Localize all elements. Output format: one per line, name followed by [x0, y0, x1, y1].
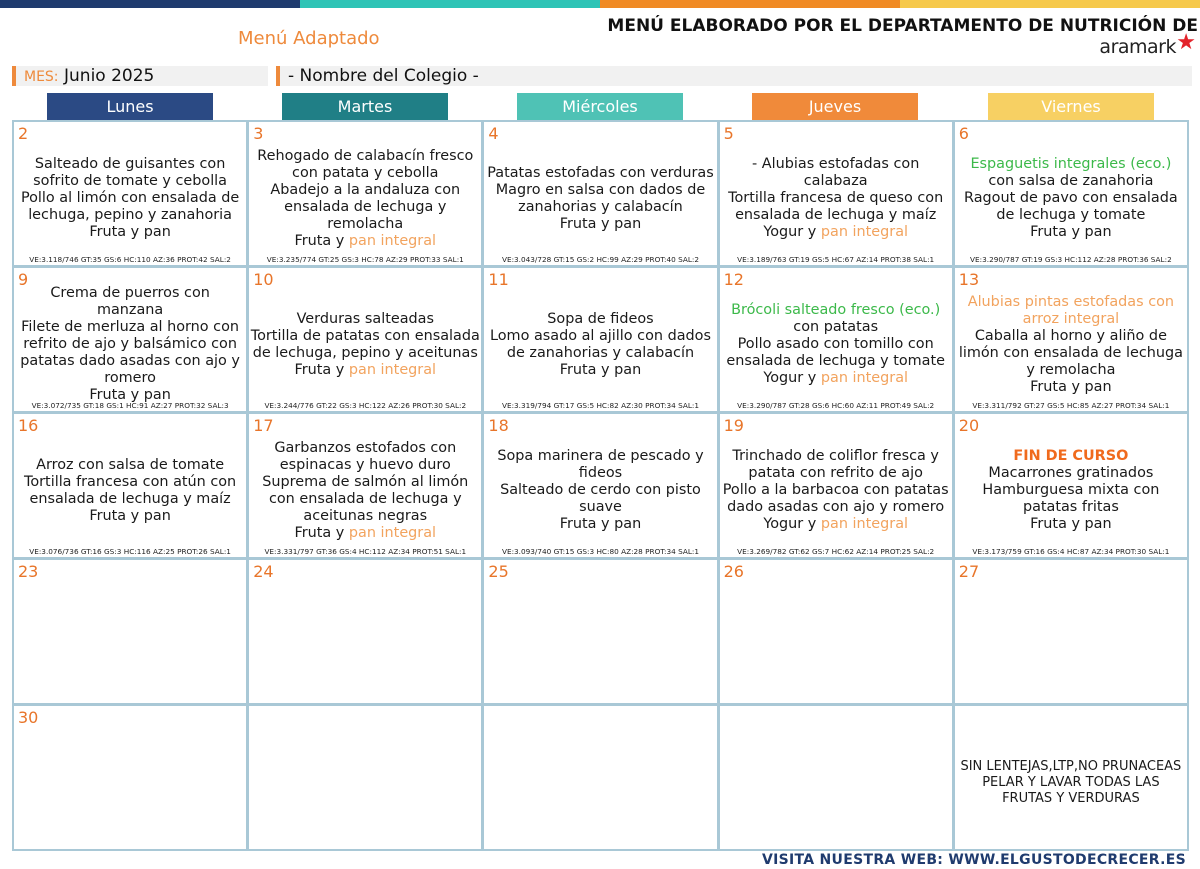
- month-box: [12, 66, 268, 86]
- day-number: 6: [958, 124, 969, 143]
- day-number: 11: [488, 270, 509, 289]
- menu-line: [250, 182, 480, 233]
- menu-text: Fruta y pan: [1030, 516, 1112, 532]
- menu-text: Fruta y pan: [559, 516, 642, 532]
- menu-text: Salteado de guisantes con sofrito de tomate y cebolla: [33, 156, 228, 189]
- menu-text: Magro en salsa con dados de zanahorias y calabacín: [495, 181, 706, 215]
- menu-text: Pollo al limón con ensalada de lechuga, pepino y zanahoria: [20, 190, 240, 223]
- day-cell: [482, 266, 718, 413]
- nutrition-info: VE:3.043/728 GT:15 GS:2 HC:99 AZ:29 PROT:40 SAL:2: [501, 255, 699, 264]
- day-cell: [482, 120, 718, 267]
- nutrition-info: VE:3.076/736 GT:16 GS:3 HC:116 AZ:25 PROT:26 SAL:1: [29, 547, 231, 556]
- menu-text: con salsa de zanahoria: [988, 173, 1154, 189]
- menu-line: [560, 516, 641, 533]
- day-number: 17: [253, 416, 274, 435]
- nutrition-info: VE:3.118/746 GT:35 GS:6 HC:110 AZ:36 PROT:42 SAL:2: [29, 255, 231, 264]
- menu-dishes: [956, 146, 1186, 251]
- menu-line: [721, 336, 951, 370]
- nutrition-info: VE:3.093/740 GT:15 GS:3 HC:80 AZ:28 PROT:34 SAL:1: [501, 547, 699, 556]
- school-name: - Nombre del Colegio -: [288, 66, 479, 86]
- day-number: 30: [18, 708, 39, 727]
- menu-text: Tortilla francesa con atún con ensalada de lechuga y maíz: [23, 473, 237, 507]
- menu-line: [15, 190, 245, 224]
- menu-text: Abadejo a la andaluza con ensalada de lechuga y remolacha: [270, 181, 461, 232]
- menu-dishes: [956, 438, 1186, 543]
- menu-text: pan integral: [348, 232, 437, 249]
- day-cell: [718, 704, 954, 851]
- day-cell: [12, 558, 248, 705]
- menu-text: Tortilla de patatas con ensalada de lechuga, pepino y aceitunas: [250, 327, 480, 361]
- menu-text: Yogur y: [763, 370, 821, 386]
- day-cell: [12, 120, 248, 267]
- menu-text: Verduras salteadas: [296, 310, 434, 327]
- menu-text: Tortilla francesa de queso con ensalada de lechuga y maíz: [728, 190, 944, 223]
- menu-dishes: [15, 146, 245, 251]
- day-cell: [482, 412, 718, 559]
- day-cell: [953, 412, 1189, 559]
- day-cell: [247, 266, 483, 413]
- menu-line: [485, 182, 715, 216]
- school-box: [276, 66, 1192, 86]
- menu-line: [15, 319, 245, 387]
- day-number: 20: [958, 416, 980, 435]
- menu-text: Fruta y: [294, 232, 349, 249]
- menu-line: [763, 224, 908, 241]
- day-cell: [718, 266, 954, 413]
- menu-line: [89, 508, 170, 525]
- menu-dishes: [721, 146, 951, 251]
- menu-line: [956, 328, 1186, 379]
- nutrition-info: VE:3.235/774 GT:25 GS:3 HC:78 AZ:29 PROT:33 SAL:1: [266, 255, 464, 264]
- day-cell: [247, 558, 483, 705]
- menu-line: [721, 448, 951, 482]
- menu-line: [956, 190, 1186, 224]
- menu-line: [485, 328, 715, 362]
- menu-line: [1013, 448, 1128, 465]
- menu-text: con patatas: [793, 319, 879, 335]
- top-stripe-orange: [600, 0, 900, 8]
- day-number: 4: [488, 124, 499, 143]
- day-cell: [247, 120, 483, 267]
- day-number: 16: [18, 416, 39, 435]
- menu-dishes: [721, 292, 951, 397]
- menu-line: [36, 457, 224, 474]
- menu-text: - Alubias estofadas con calabaza: [752, 156, 920, 189]
- menu-text: Yogur y: [763, 516, 821, 532]
- menu-dishes: [250, 292, 480, 397]
- menu-text: Fruta y pan: [1030, 224, 1112, 240]
- menu-text: Espaguetis integrales (eco.): [970, 156, 1172, 172]
- menu-line: [15, 156, 245, 190]
- day-cell: [12, 266, 248, 413]
- menu-text: Fruta y pan: [1030, 378, 1112, 395]
- nutrition-info: VE:3.072/735 GT:18 GS:1 HC:91 AZ:27 PROT:32 SAL:3: [31, 401, 229, 410]
- menu-dishes: [721, 438, 951, 543]
- menu-line: [250, 474, 480, 525]
- day-number: 27: [958, 562, 980, 581]
- day-number: 19: [723, 416, 744, 435]
- menu-dishes: [956, 292, 1186, 397]
- day-number: 18: [488, 416, 509, 435]
- day-number: 5: [723, 124, 734, 143]
- menu-text: FIN DE CURSO: [1013, 448, 1129, 464]
- menu-text: Fruta y pan: [559, 361, 642, 378]
- menu-text: Fruta y pan: [89, 507, 171, 524]
- menu-text: Fruta y pan: [89, 224, 171, 240]
- day-cell: [482, 704, 718, 851]
- day-cell: [953, 266, 1189, 413]
- menu-text: pan integral: [348, 361, 437, 378]
- menu-line: [956, 482, 1186, 516]
- day-number: 25: [488, 562, 509, 581]
- menu-text: Fruta y pan: [559, 215, 642, 232]
- menu-text: Yogur y: [763, 224, 821, 240]
- menu-text: Salteado de cerdo con pisto suave: [500, 482, 701, 515]
- aramark-logo: aramark: [1099, 36, 1176, 58]
- menu-text: Fruta y: [294, 524, 349, 541]
- menu-text: Sopa marinera de pescado y fideos: [497, 448, 704, 481]
- menu-line: [485, 448, 715, 482]
- menu-text: pan integral: [820, 370, 909, 386]
- menu-dishes: [485, 292, 715, 397]
- menu-text: Filete de merluza al horno con refrito de ajo y balsámico con patatas dado asadas con ajo y romero: [20, 319, 240, 386]
- menu-line: [1030, 379, 1111, 396]
- menu-line: [297, 311, 434, 328]
- menu-text: Fruta y pan: [89, 387, 171, 403]
- menu-line: [1030, 516, 1111, 533]
- menu-line: [250, 148, 480, 182]
- menu-line: [560, 362, 641, 379]
- top-stripe-teal: [300, 0, 600, 8]
- menu-subtitle: Menú Adaptado: [238, 28, 380, 49]
- menu-text: Ragout de pavo con ensalada de lechuga y tomate: [964, 190, 1178, 223]
- menu-line: [956, 294, 1186, 328]
- day-cell: [247, 412, 483, 559]
- day-cell: [953, 704, 1189, 851]
- menu-line: [1030, 224, 1111, 241]
- day-cell: [247, 704, 483, 851]
- weekday-header-miercoles: Miércoles: [517, 93, 683, 120]
- menu-line: [721, 190, 951, 224]
- top-stripe-navy: [0, 0, 300, 8]
- day-cell: [718, 412, 954, 559]
- menu-dishes: [485, 146, 715, 251]
- menu-text: Macarrones gratinados: [988, 465, 1154, 481]
- weekday-header-martes: Martes: [282, 93, 448, 120]
- menu-text: Lomo asado al ajillo con dados de zanahorias y calabacín: [489, 327, 711, 361]
- menu-dishes: [250, 146, 480, 251]
- month-label: MES:: [24, 69, 59, 85]
- nutrition-info: VE:3.311/792 GT:27 GS:5 HC:85 AZ:27 PROT:34 SAL:1: [972, 401, 1170, 410]
- menu-line: [956, 156, 1186, 190]
- menu-text: Alubias pintas estofadas con arroz integral: [967, 293, 1175, 327]
- menu-line: [15, 474, 245, 508]
- menu-dishes: [15, 285, 245, 403]
- nutrition-info: VE:3.319/794 GT:17 GS:5 HC:82 AZ:30 PROT:34 SAL:1: [501, 401, 699, 410]
- menu-text: Arroz con salsa de tomate: [36, 456, 225, 473]
- menu-line: [721, 156, 951, 190]
- menu-text: Pollo asado con tomillo con ensalada de lechuga y tomate: [726, 336, 945, 369]
- day-number: 2: [18, 124, 29, 143]
- month-value: Junio 2025: [64, 66, 155, 86]
- menu-text: pan integral: [820, 224, 909, 240]
- menu-line: [250, 328, 480, 362]
- menu-text: pan integral: [820, 516, 909, 532]
- day-cell: [718, 558, 954, 705]
- day-number: 24: [253, 562, 274, 581]
- menu-line: [295, 362, 437, 379]
- menu-text: pan integral: [348, 524, 437, 541]
- day-cell: [953, 120, 1189, 267]
- menu-line: [547, 311, 653, 328]
- menu-line: [560, 216, 641, 233]
- day-number: 26: [723, 562, 744, 581]
- menu-line: [763, 370, 908, 387]
- nutrition-info: VE:3.244/776 GT:22 GS:3 HC:122 AZ:26 PROT:30 SAL:2: [264, 401, 467, 410]
- menu-text: Fruta y: [294, 361, 349, 378]
- day-number: 10: [253, 270, 274, 289]
- menu-text: Rehogado de calabacín fresco con patata y cebolla: [257, 147, 474, 181]
- day-cell: [718, 120, 954, 267]
- menu-line: [956, 759, 1186, 807]
- calendar-grid: [12, 120, 1188, 850]
- day-number: 3: [253, 124, 264, 143]
- menu-line: [731, 302, 940, 319]
- menu-text: Brócoli salteado fresco (eco.): [731, 302, 941, 318]
- menu-dishes: [485, 438, 715, 543]
- day-number: 12: [723, 270, 744, 289]
- menu-text: Hamburguesa mixta con patatas fritas: [982, 482, 1160, 515]
- menu-line: [988, 465, 1153, 482]
- menu-text: Sopa de fideos: [547, 310, 654, 327]
- menu-line: [487, 165, 713, 182]
- menu-text: Crema de puerros con manzana: [50, 285, 210, 318]
- day-cell: [482, 558, 718, 705]
- nutrition-info: VE:3.173/759 GT:16 GS:4 HC:87 AZ:34 PROT:30 SAL:1: [972, 547, 1170, 556]
- menu-text: SIN LENTEJAS,LTP,NO PRUNACEAS PELAR Y LAVAR TODAS LAS FRUTAS Y VERDURAS: [960, 758, 1182, 806]
- day-number: 13: [958, 270, 980, 289]
- menu-line: [721, 482, 951, 516]
- menu-line: [15, 285, 245, 319]
- menu-text: Garbanzos estofados con espinacas y huevo duro: [274, 439, 457, 473]
- weekday-header-lunes: Lunes: [47, 93, 213, 120]
- nutrition-info: VE:3.290/787 GT:19 GS:3 HC:112 AZ:28 PROT:36 SAL:2: [970, 255, 1172, 264]
- nutrition-info: VE:3.331/797 GT:36 GS:4 HC:112 AZ:34 PROT:51 SAL:1: [264, 547, 467, 556]
- department-title: MENÚ ELABORADO POR EL DEPARTAMENTO DE NUTRICIÓN DE: [607, 16, 1198, 36]
- menu-text: Patatas estofadas con verduras: [487, 164, 714, 181]
- day-number: 9: [18, 270, 29, 289]
- aramark-star-icon: ★: [1176, 30, 1196, 55]
- menu-line: [485, 482, 715, 516]
- top-stripe-yellow: [900, 0, 1200, 8]
- menu-dishes: [250, 438, 480, 543]
- menu-text: Pollo a la barbacoa con patatas dado asadas con ajo y romero: [722, 482, 949, 515]
- menu-line: [763, 516, 908, 533]
- menu-text: Suprema de salmón al limón con ensalada de lechuga y aceitunas negras: [262, 473, 469, 524]
- nutrition-info: VE:3.189/763 GT:19 GS:5 HC:67 AZ:14 PROT:38 SAL:1: [737, 255, 935, 264]
- menu-text: Trinchado de coliflor fresca y patata con refrito de ajo: [732, 448, 939, 481]
- nutrition-info: VE:3.269/782 GT:62 GS:7 HC:62 AZ:14 PROT:25 SAL:2: [737, 547, 935, 556]
- menu-line: [295, 525, 437, 542]
- weekday-header-jueves: Jueves: [752, 93, 918, 120]
- menu-text: Caballa al horno y aliño de limón con ensalada de lechuga y remolacha: [958, 327, 1183, 378]
- menu-line: [793, 319, 878, 336]
- diet-note: [956, 730, 1186, 835]
- day-number: 23: [18, 562, 39, 581]
- day-cell: [953, 558, 1189, 705]
- weekday-header-viernes: Viernes: [988, 93, 1154, 120]
- menu-line: [250, 440, 480, 474]
- nutrition-info: VE:3.290/787 GT:28 GS:6 HC:60 AZ:11 PROT:49 SAL:2: [737, 401, 935, 410]
- menu-dishes: [15, 438, 245, 543]
- menu-line: [295, 233, 437, 250]
- day-cell: [12, 704, 248, 851]
- menu-line: [89, 224, 170, 241]
- day-cell: [12, 412, 248, 559]
- footer-website: VISITA NUESTRA WEB: WWW.ELGUSTODECRECER.ES: [761, 852, 1186, 868]
